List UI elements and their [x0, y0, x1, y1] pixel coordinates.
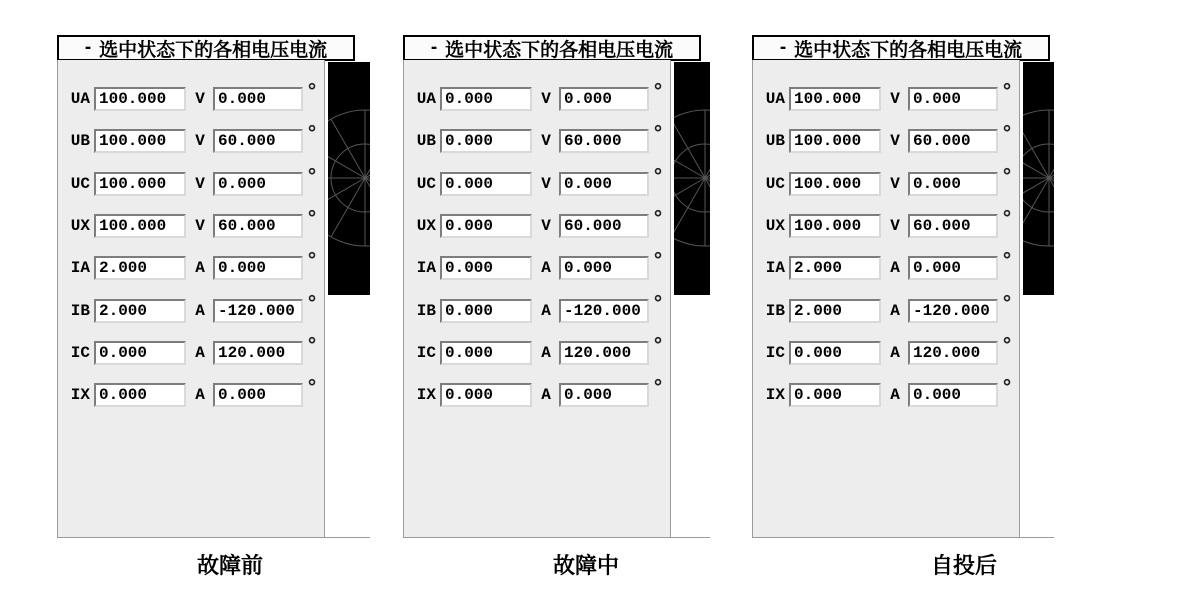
collapse-indicator[interactable]: -: [430, 37, 438, 58]
magnitude-input[interactable]: [789, 172, 881, 196]
unit-label: A: [195, 259, 205, 277]
caption-during-fault: 故障中: [552, 553, 619, 578]
unit-label: V: [541, 175, 551, 193]
magnitude-input[interactable]: [94, 383, 186, 407]
collapse-indicator[interactable]: -: [779, 37, 787, 58]
unit-label: V: [541, 132, 551, 150]
magnitude-input[interactable]: [94, 129, 186, 153]
panel-titlebar: [403, 35, 701, 61]
magnitude-input[interactable]: [94, 299, 186, 323]
phase-label: IX: [70, 386, 90, 404]
caption-pre-fault: 故障前: [196, 553, 263, 578]
phase-row: [753, 79, 1021, 111]
phase-label: UA: [765, 90, 785, 108]
phase-label: UC: [70, 175, 90, 193]
degree-symbol: °: [1002, 121, 1012, 145]
phase-label: UA: [416, 90, 436, 108]
phase-row: [753, 164, 1021, 196]
unit-label: A: [890, 386, 900, 404]
angle-input[interactable]: [559, 256, 649, 280]
degree-symbol: °: [653, 375, 663, 399]
phase-row: [58, 333, 326, 365]
unit-label: V: [890, 175, 900, 193]
unit-label: V: [890, 90, 900, 108]
phase-label: IA: [416, 259, 436, 277]
angle-input[interactable]: [908, 214, 998, 238]
phase-label: IC: [416, 344, 436, 362]
phase-row: [58, 248, 326, 280]
angle-input[interactable]: [213, 214, 303, 238]
phase-panel-during-fault: [403, 35, 723, 555]
panel-title: 选中状态下的各相电压电流: [99, 39, 328, 61]
rows: [404, 60, 670, 537]
phase-row: [404, 291, 672, 323]
phase-label: UB: [70, 132, 90, 150]
angle-input[interactable]: [908, 341, 998, 365]
panel-body: [752, 60, 1020, 538]
phase-row: [58, 164, 326, 196]
angle-input[interactable]: [559, 299, 649, 323]
caption-after-auto-transfer: 自投后: [930, 553, 997, 578]
panel-title: 选中状态下的各相电压电流: [794, 39, 1023, 61]
phase-label: IX: [416, 386, 436, 404]
magnitude-input[interactable]: [789, 383, 881, 407]
phase-label: IX: [765, 386, 785, 404]
angle-input[interactable]: [213, 87, 303, 111]
phase-panel-after-auto-transfer: [752, 35, 1072, 555]
unit-label: A: [195, 344, 205, 362]
angle-input[interactable]: [213, 256, 303, 280]
phase-label: IA: [70, 259, 90, 277]
panel-body: [57, 60, 325, 538]
phasor-polar-grid: [328, 62, 370, 295]
magnitude-input[interactable]: [94, 87, 186, 111]
unit-label: A: [541, 259, 551, 277]
unit-label: A: [541, 344, 551, 362]
phase-row: [58, 79, 326, 111]
degree-symbol: °: [653, 333, 663, 357]
degree-symbol: °: [307, 79, 317, 103]
degree-symbol: °: [653, 291, 663, 315]
degree-symbol: °: [1002, 291, 1012, 315]
collapse-indicator[interactable]: -: [84, 37, 92, 58]
phase-row: [753, 248, 1021, 280]
degree-symbol: °: [1002, 375, 1012, 399]
unit-label: V: [195, 90, 205, 108]
phase-row: [753, 291, 1021, 323]
phase-label: IB: [70, 302, 90, 320]
phase-row: [753, 375, 1021, 407]
degree-symbol: °: [1002, 248, 1012, 272]
magnitude-input[interactable]: [789, 341, 881, 365]
phase-label: IB: [416, 302, 436, 320]
phase-row: [404, 79, 672, 111]
unit-label: A: [541, 302, 551, 320]
magnitude-input[interactable]: [440, 341, 532, 365]
magnitude-input[interactable]: [94, 172, 186, 196]
unit-label: V: [195, 217, 205, 235]
phase-row: [58, 291, 326, 323]
phase-row: [404, 121, 672, 153]
unit-label: V: [541, 90, 551, 108]
phase-row: [404, 206, 672, 238]
unit-label: A: [195, 302, 205, 320]
degree-symbol: °: [307, 121, 317, 145]
degree-symbol: °: [307, 248, 317, 272]
degree-symbol: °: [653, 121, 663, 145]
panel-title: 选中状态下的各相电压电流: [445, 39, 674, 61]
magnitude-input[interactable]: [789, 299, 881, 323]
angle-input[interactable]: [559, 129, 649, 153]
phase-row: [404, 333, 672, 365]
unit-label: V: [195, 175, 205, 193]
phase-row: [404, 164, 672, 196]
degree-symbol: °: [307, 375, 317, 399]
phase-row: [404, 375, 672, 407]
phase-label: UB: [765, 132, 785, 150]
phase-label: IC: [70, 344, 90, 362]
angle-input[interactable]: [559, 341, 649, 365]
phase-label: UB: [416, 132, 436, 150]
magnitude-input[interactable]: [440, 214, 532, 238]
angle-input[interactable]: [559, 214, 649, 238]
degree-symbol: °: [1002, 79, 1012, 103]
magnitude-input[interactable]: [440, 299, 532, 323]
panel-titlebar: [57, 35, 355, 61]
magnitude-input[interactable]: [440, 172, 532, 196]
phasor-polar-grid: [674, 62, 710, 295]
magnitude-input[interactable]: [789, 256, 881, 280]
phase-row: [753, 121, 1021, 153]
phase-row: [58, 375, 326, 407]
degree-symbol: °: [653, 206, 663, 230]
angle-input[interactable]: [908, 299, 998, 323]
phase-label: UC: [765, 175, 785, 193]
phasor-polar-grid: [1023, 62, 1054, 295]
degree-symbol: °: [307, 164, 317, 188]
phase-label: UX: [70, 217, 90, 235]
scope-bottom-border: [1019, 537, 1054, 538]
phase-row: [404, 248, 672, 280]
panel-body: [403, 60, 671, 538]
phase-label: UX: [765, 217, 785, 235]
degree-symbol: °: [307, 333, 317, 357]
phase-label: UA: [70, 90, 90, 108]
angle-input[interactable]: [213, 172, 303, 196]
angle-input[interactable]: [908, 172, 998, 196]
angle-input[interactable]: [213, 299, 303, 323]
angle-input[interactable]: [908, 256, 998, 280]
degree-symbol: °: [653, 248, 663, 272]
unit-label: A: [541, 386, 551, 404]
unit-label: V: [541, 217, 551, 235]
unit-label: A: [890, 259, 900, 277]
angle-input[interactable]: [559, 172, 649, 196]
panel-titlebar: [752, 35, 1050, 61]
unit-label: V: [890, 132, 900, 150]
angle-input[interactable]: [908, 383, 998, 407]
phase-row: [58, 206, 326, 238]
phase-label: IB: [765, 302, 785, 320]
magnitude-input[interactable]: [440, 129, 532, 153]
magnitude-input[interactable]: [440, 87, 532, 111]
magnitude-input[interactable]: [94, 341, 186, 365]
rows: [753, 60, 1019, 537]
phase-row: [753, 333, 1021, 365]
degree-symbol: °: [307, 291, 317, 315]
magnitude-input[interactable]: [94, 256, 186, 280]
degree-symbol: °: [653, 164, 663, 188]
phase-label: IA: [765, 259, 785, 277]
scope-bottom-border: [324, 537, 370, 538]
phase-label: UC: [416, 175, 436, 193]
degree-symbol: °: [1002, 206, 1012, 230]
phase-row: [753, 206, 1021, 238]
degree-symbol: °: [307, 206, 317, 230]
phase-row: [58, 121, 326, 153]
magnitude-input[interactable]: [789, 129, 881, 153]
degree-symbol: °: [1002, 333, 1012, 357]
magnitude-input[interactable]: [789, 87, 881, 111]
angle-input[interactable]: [908, 129, 998, 153]
phase-label: UX: [416, 217, 436, 235]
angle-input[interactable]: [559, 383, 649, 407]
phasor-scope: [1023, 62, 1054, 295]
unit-label: A: [890, 302, 900, 320]
unit-label: V: [195, 132, 205, 150]
angle-input[interactable]: [213, 129, 303, 153]
angle-input[interactable]: [213, 383, 303, 407]
magnitude-input[interactable]: [440, 256, 532, 280]
unit-label: V: [890, 217, 900, 235]
unit-label: A: [890, 344, 900, 362]
phase-panel-pre-fault: [57, 35, 377, 555]
rows: [58, 60, 324, 537]
magnitude-input[interactable]: [440, 383, 532, 407]
unit-label: A: [195, 386, 205, 404]
angle-input[interactable]: [559, 87, 649, 111]
degree-symbol: °: [1002, 164, 1012, 188]
magnitude-input[interactable]: [94, 214, 186, 238]
phase-label: IC: [765, 344, 785, 362]
angle-input[interactable]: [213, 341, 303, 365]
phasor-scope: [674, 62, 710, 295]
scope-bottom-border: [670, 537, 710, 538]
degree-symbol: °: [653, 79, 663, 103]
angle-input[interactable]: [908, 87, 998, 111]
phasor-scope: [328, 62, 370, 295]
magnitude-input[interactable]: [789, 214, 881, 238]
